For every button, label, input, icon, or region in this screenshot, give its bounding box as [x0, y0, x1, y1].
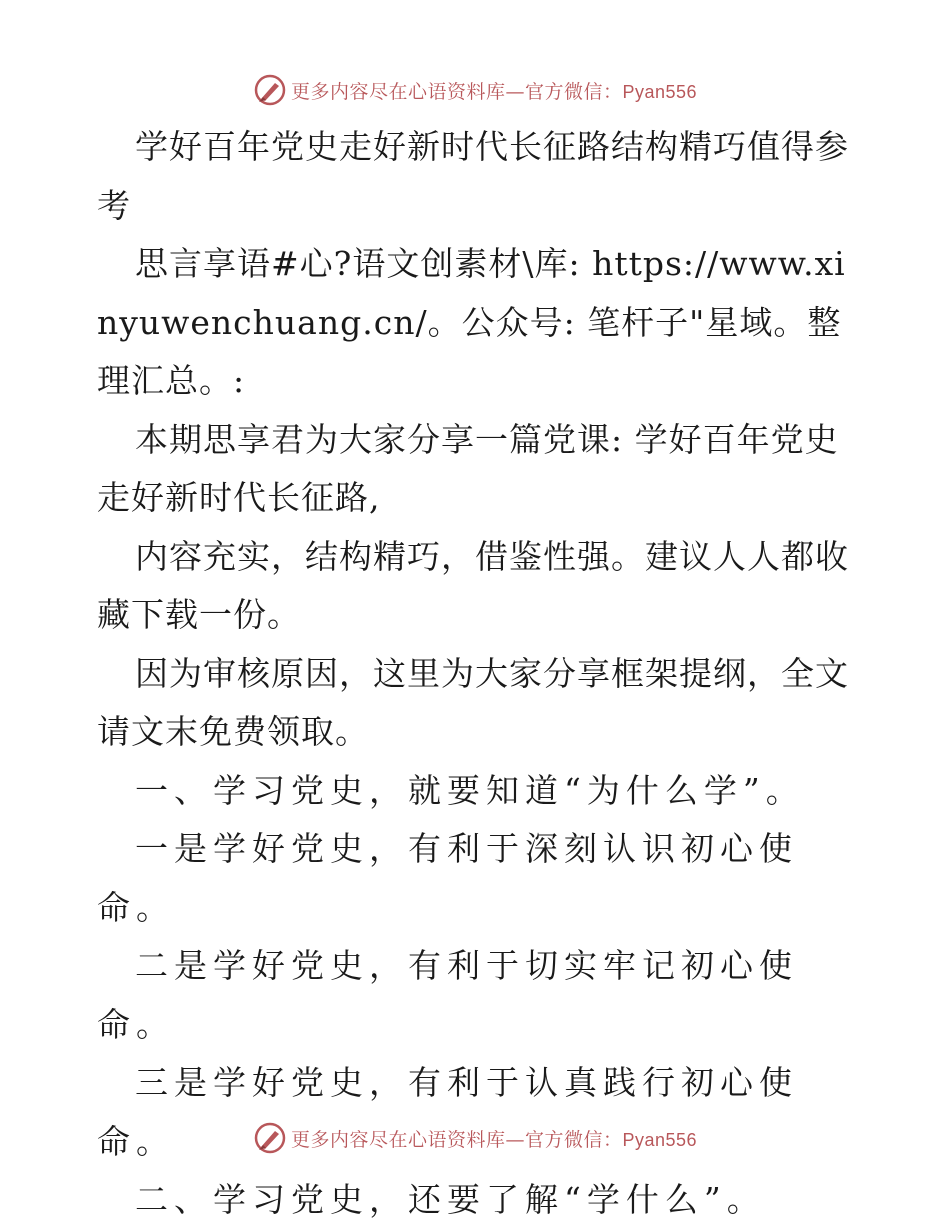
pen-logo-icon	[253, 1121, 287, 1155]
footer-watermark	[0, 1118, 950, 1158]
watermark-account: Pyan556	[622, 1129, 698, 1150]
intro-paragraph: 本期思享君为大家分享一篇党课: 学好百年党史走好新时代长征路,	[97, 419, 839, 517]
watermark-account: Pyan556	[622, 81, 698, 102]
watermark-text: 更多内容尽在心语资料库—官方微信：Pyan556	[290, 80, 698, 103]
document-title: 学好百年党史走好新时代长征路结构精巧值得参考	[97, 127, 849, 225]
pen-logo-icon	[253, 73, 287, 107]
document-body	[97, 118, 853, 1230]
summary-paragraph: 内容充实，结构精巧，借鉴性强。建议人人都收藏下载一份。	[97, 536, 849, 634]
list-item: 二是学好党史，有利于切实牢记初心使命。	[97, 946, 798, 1044]
section-heading-2: 二、学习党史，还要了解“学什么”。	[135, 1180, 766, 1219]
section-heading-1: 一、学习党史，就要知道“为什么学”。	[135, 770, 805, 810]
header-watermark	[0, 70, 950, 110]
watermark-text: 更多内容尽在心语资料库—官方微信：Pyan556	[290, 1128, 698, 1151]
list-item: 三是学好党史，有利于认真践行初心使命。	[97, 1063, 798, 1161]
source-note: 思言享语#心?语文创素材\库: https://www.xinyuwenchuang.cn/。公众号: 笔杆子"星域。整理汇总。:	[97, 244, 846, 400]
list-item: 一是学好党史，有利于深刻认识初心使命。	[97, 829, 798, 927]
notice-paragraph: 因为审核原因，这里为大家分享框架提纲，全文请文末免费领取。	[97, 653, 849, 751]
